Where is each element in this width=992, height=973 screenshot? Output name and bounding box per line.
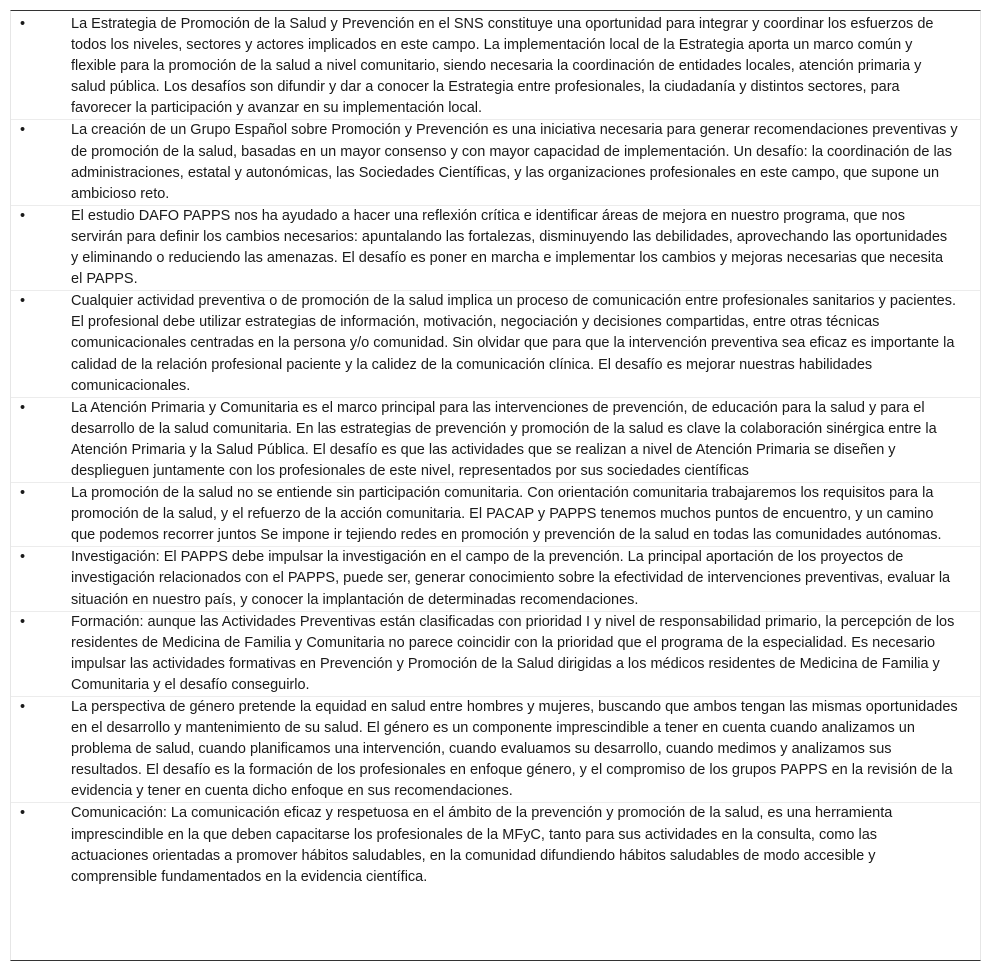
bullet-marker: •	[20, 805, 26, 822]
list-item	[11, 14, 980, 120]
list-item	[11, 206, 980, 291]
bullet-marker: •	[20, 16, 26, 32]
list-item	[11, 612, 980, 697]
bullet-marker: •	[20, 399, 26, 416]
bullet-marker: •	[20, 485, 26, 502]
list-item	[11, 120, 980, 205]
bullet-marker: •	[20, 293, 26, 310]
list-item-text: La Atención Primaria y Comunitaria es el marco principal para las intervenciones de prevención, de educación para la salud y para el desarrollo de la salud comunitaria. En las estrategias de prevención y promoción de la salud es clave la colaboración sinérgica entre la Atención Primaria y la Salud Pública. El desafío es que las actividades que se realizan a nivel de Atención Primaria se diseñen y desplieguen juntamente con los profesionales de este nivel, representados por sus sociedades científicas	[71, 399, 937, 479]
list-item-text: Formación: aunque las Actividades Preventivas están clasificadas con prioridad I y nivel de responsabilidad primario, la percepción de los residentes de Medicina de Familia y Comunitaria no parece coincidir con la prioridad que el programa de la especialidad. Es necesario impulsar las actividades formativas en Prevención y Promoción de la Salud dirigidas a los médicos residentes de Medicina de Familia y Comunitaria y el desafío conseguirlo.	[71, 613, 955, 693]
list-item	[11, 398, 980, 483]
list-item-text: La Estrategia de Promoción de la Salud y Prevención en el SNS constituye una oportunidad para integrar y coordinar los esfuerzos de todos los niveles, sectores y actores implicados en este campo. La implementación local de la Estrategia aporta un marco común y flexible para la promoción de la salud a nivel comunitario, siendo necesaria la coordinación de entidades locales, atención primaria y salud pública. Los desafíos son difundir y dar a conocer la Estrategia entre profesionales, la ciudadanía y distintos sectores, para favorecer la participación y avanzar en su implementación local.	[71, 16, 934, 117]
list-item	[11, 547, 980, 611]
bullet-marker: •	[20, 207, 26, 224]
list-item-text: La creación de un Grupo Español sobre Promoción y Prevención es una iniciativa necesaria para generar recomendaciones preventivas y de promoción de la salud, basadas en un mayor consenso y con mayor capacidad de implementación. Un desafío: la coordinación de las administraciones, estatal y autonómicas, las Sociedades Científicas, y las organizaciones profesionales en este campo, que supone un ambicioso reto.	[71, 122, 958, 202]
list-item-text: La perspectiva de género pretende la equidad en salud entre hombres y mujeres, buscando que ambos tengan las mismas oportunidades en el desarrollo y mantenimiento de su salud. El género es un componente imprescindible a tener en cuenta cuando analizamos un problema de salud, cuando planificamos una intervención, cuando evaluamos su desarrollo, cuando medimos y analizamos sus resultados. El desafío es la formación de los profesionales en enfoque género, y el compromiso de los grupos PAPPS en la revisión de la evidencia y tener en cuenta dicho enfoque en sus recomendaciones.	[71, 699, 958, 800]
bullet-table	[10, 10, 981, 961]
list-item-text: La promoción de la salud no se entiende sin participación comunitaria. Con orientación comunitaria trabajaremos los requisitos para la promoción de la salud, y el refuerzo de la acción comunitaria. El PACAP y PAPPS tenemos muchos puntos de encuentro, y un camino que podemos recorrer juntos Se impone ir tejiendo redes en promoción y prevención de la salud en todas las comunidades autónomas.	[71, 485, 942, 544]
list-item-text: Investigación: El PAPPS debe impulsar la investigación en el campo de la prevención. La principal aportación de los proyectos de investigación relacionados con el PAPPS, puede ser, generar conocimiento sobre la efectividad de intervenciones preventivas, evaluar la situación en nuestro país, y conocer la implantación de determinadas recomendaciones.	[71, 549, 951, 608]
list-item	[11, 697, 980, 803]
bullet-list	[11, 11, 980, 888]
bullet-marker: •	[20, 549, 26, 566]
bullet-marker: •	[20, 613, 26, 630]
list-item-text: El estudio DAFO PAPPS nos ha ayudado a hacer una reflexión crítica e identificar áreas de mejora en nuestro programa, que nos servirán para definir los cambios necesarios: apuntalando las fortalezas, disminuyendo las debilidades, aprovechando las oportunidades y eliminando o reduciendo las amenazas. El desafío es poner en marcha e implementar los cambios y mejoras necesarias que necesita el PAPPS.	[71, 207, 948, 288]
bullet-marker: •	[20, 122, 26, 139]
bullet-marker: •	[20, 699, 26, 715]
list-item	[11, 291, 980, 397]
list-item-text: Cualquier actividad preventiva o de promoción de la salud implica un proceso de comunicación entre profesionales sanitarios y pacientes. El profesional debe utilizar estrategias de información, motivación, negociación y decisiones compartidas, entre otras técnicas comunicacionales centradas en la persona y/o comunidad. Sin olvidar que para que la intervención preventiva sea eficaz es importante la calidad de la relación profesional paciente y la calidez de la comunicación clínica. El desafío es mejorar nuestras habilidades comunicacionales.	[71, 293, 957, 394]
list-item-text: Comunicación: La comunicación eficaz y respetuosa en el ámbito de la prevención y promoción de la salud, es una herramienta imprescindible en la que deben capacitarse los profesionales de la MFyC, tanto para sus actividades en la consulta, como las actuaciones orientadas a promover hábitos saludables, en la comunidad difundiendo hábitos saludables de modo accesible y comprensible fundamentados en la evidencia científica.	[71, 805, 893, 885]
list-item	[11, 483, 980, 547]
list-item	[11, 803, 980, 887]
